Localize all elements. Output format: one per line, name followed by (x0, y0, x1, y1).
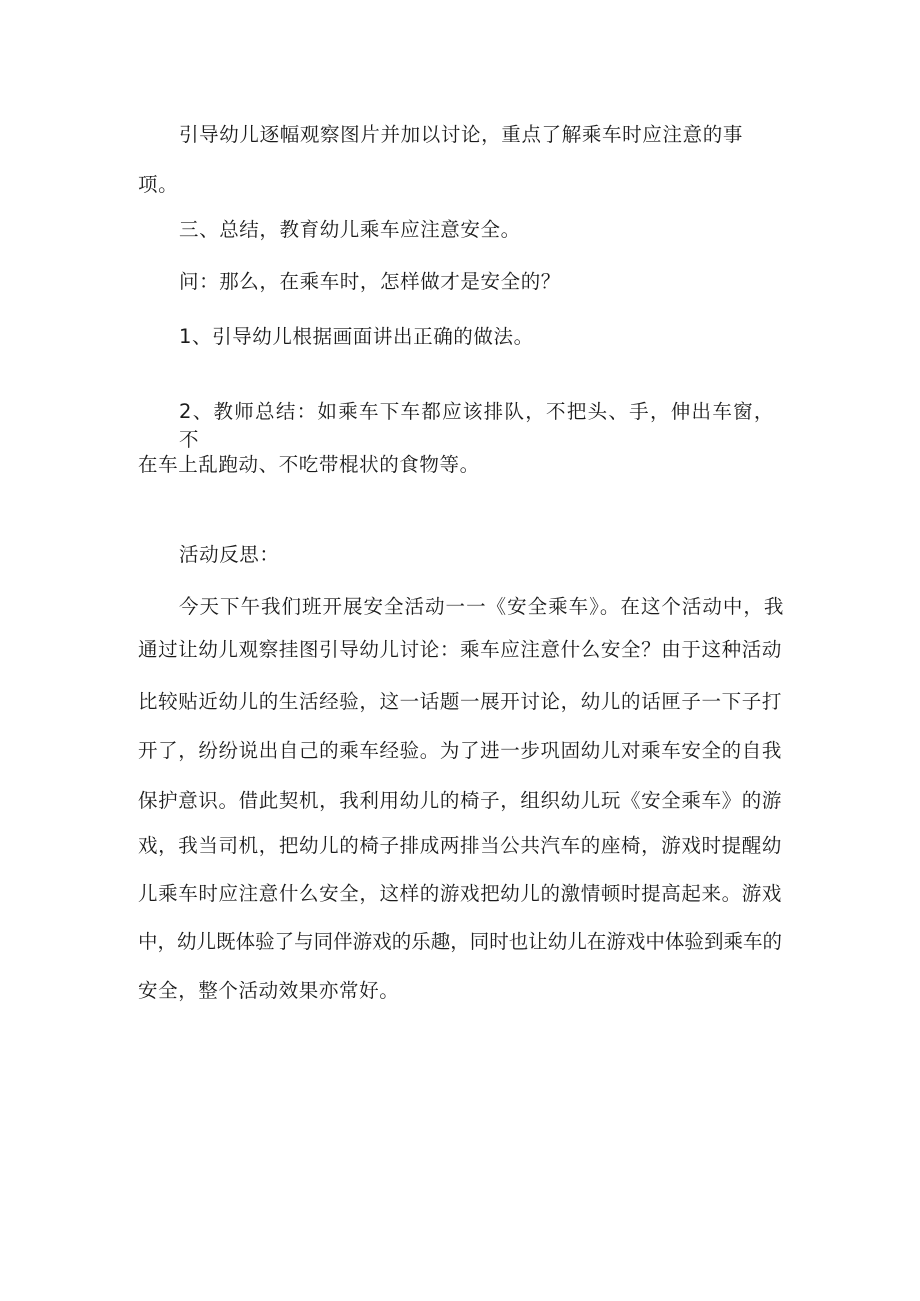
reflection-line-9: 安全，整个活动效果亦常好。 (138, 979, 400, 1002)
reflection-line-4: 开了，纷纷说出自己的乘车经验。为了进一步巩固幼儿对乘车安全的自我 (138, 739, 782, 762)
reflection-line-3: 比较贴近幼儿的生活经验，这一话题一展开讨论，幼儿的话匣子一下子打 (138, 690, 782, 713)
list-item-1: 1、引导幼儿根据画面讲出正确的做法。 (179, 325, 534, 348)
list-item-2-line-1: 2、教师总结：如乘车下车都应该排队，不把头、手，伸出车窗，不 (179, 400, 774, 451)
section-heading-summary: 三、总结，教育幼儿乘车应注意安全。 (179, 218, 521, 241)
reflection-line-6: 戏，我当司机，把幼儿的椅子排成两排当公共汽车的座椅，游戏时提醒幼 (138, 834, 782, 857)
list-item-2-line-2: 在车上乱跑动、不吃带棍状的食物等。 (138, 453, 480, 476)
question-text: 问：那么，在乘车时，怎样做才是安全的？ (179, 270, 561, 293)
paragraph-intro-line-1: 引导幼儿逐幅观察图片并加以讨论，重点了解乘车时应注意的事 (179, 123, 743, 146)
reflection-title: 活动反思： (179, 543, 280, 566)
reflection-line-8: 中，幼儿既体验了与同伴游戏的乐趣，同时也让幼儿在游戏中体验到乘车的 (138, 930, 782, 953)
reflection-line-2: 通过让幼儿观察挂图引导幼儿讨论：乘车应注意什么安全？由于这种活动 (138, 638, 782, 661)
paragraph-intro-line-2: 项。 (138, 173, 179, 196)
reflection-line-1: 今天下午我们班开展安全活动一一《安全乘车》。在这个活动中，我 (179, 595, 784, 618)
reflection-line-7: 儿乘车时应注意什么安全，这样的游戏把幼儿的激情顿时提高起来。游戏 (138, 882, 782, 905)
reflection-line-5: 保护意识。借此契机，我利用幼儿的椅子，组织幼儿玩《安全乘车》的游 (138, 789, 782, 812)
